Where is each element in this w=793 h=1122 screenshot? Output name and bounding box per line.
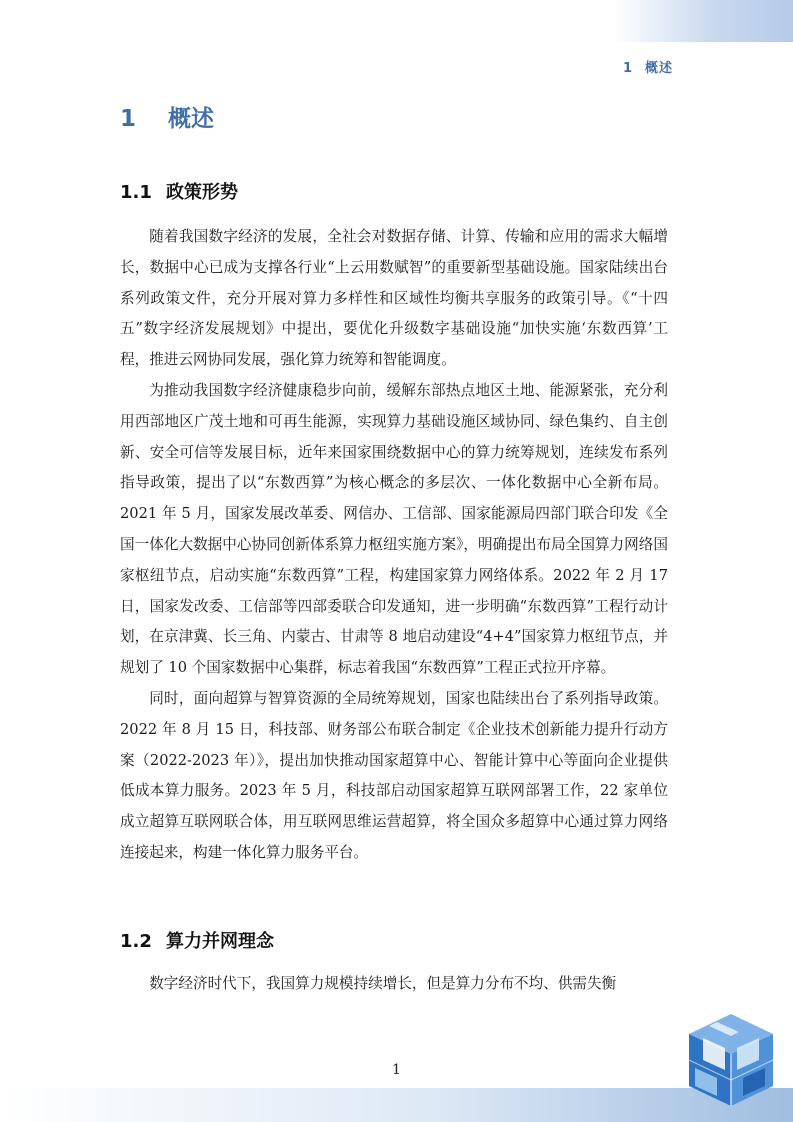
paragraph: 随着我国数字经济的发展，全社会对数据存储、计算、传输和应用的需求大幅增长，数据中心已成为支撑各行业“上云用数赋智”的重要新型基础设施。国家陆续出台系列政策文件，充分开展对算力多样性和区域性均衡共享服务的政策引导。《“十四五”数字经济发展规划》中提出，要优化升级数字基础设施“加快实施‘东数西算’工程，推进云网协同发展，强化算力统筹和智能调度。 [120, 228, 668, 369]
chapter-title-text: 概述 [168, 106, 214, 132]
footer-decoration-band [0, 1088, 793, 1122]
running-header-title: 概述 [644, 61, 673, 76]
page-number: 1 [392, 1062, 401, 1078]
section-1-1-body [120, 222, 668, 869]
chapter-title [120, 100, 214, 133]
paragraph: 为推动我国数字经济健康稳步向前，缓解东部热点地区土地、能源紧张，充分利用西部地区广茂土地和可再生能源，实现算力基础设施区域协同、绿色集约、自主创新、安全可信等发展目标，近年来国家围绕数据中心的算力统筹规划，连续发布系列指导政策，提出了以“东数西算”为核心概念的多层次、一体化数据中心全新布局。2021 年 5 月，国家发展改革委、网信办、工信部、国家能源局四部门联合印发《全国一体化大数据中心协同创新体系算力枢纽实施方案》，明确提出布局全国算力网络国家枢纽节点，启动实施“东数西算”工程，构建国家算力网络体系。2022 年 2 月 17 日，国家发改委、工信部等四部委联合印发通知，进一步明确“东数西算”工程行动计划，在京津冀、长三角、内蒙古、甘肃等 8 地启动建设“4+4”国家算力枢纽节点，并规划了 10 个国家数据中心集群，标志着我国“东数西算”工程正式拉开序幕。 [120, 381, 668, 677]
section-heading-policy [120, 178, 238, 204]
section-number: 1.2 [120, 931, 152, 952]
section-1-2-body [120, 969, 668, 1000]
paragraph: 数字经济时代下，我国算力规模持续增长，但是算力分布不均、供需失衡 [149, 975, 617, 992]
header-decoration-band [613, 0, 793, 42]
section-number: 1.1 [120, 182, 152, 203]
section-title-text: 算力并网理念 [166, 931, 274, 952]
running-header [623, 57, 673, 76]
section-heading-compute-grid [120, 927, 274, 953]
section-title-text: 政策形势 [166, 182, 238, 203]
blue-cube-logo-icon [677, 1008, 785, 1116]
paragraph: 同时，面向超算与智算资源的全局统筹规划，国家也陆续出台了系列指导政策。2022 年 8 月 15 日，科技部、财务部公布联合制定《企业技术创新能力提升行动方案（2022-2023 年）》，提出加快推动国家超算中心、智能计算中心等面向企业提供低成本算力服务。2023 年 5 月，科技部启动国家超算互联网部署工作，22 家单位成立超算互联网联合体，用互联网思维运营超算，将全国众多超算中心通过算力网络连接起来，构建一体化算力服务平台。 [120, 689, 668, 861]
running-header-number: 1 [622, 61, 633, 76]
chapter-number: 1 [120, 106, 137, 132]
